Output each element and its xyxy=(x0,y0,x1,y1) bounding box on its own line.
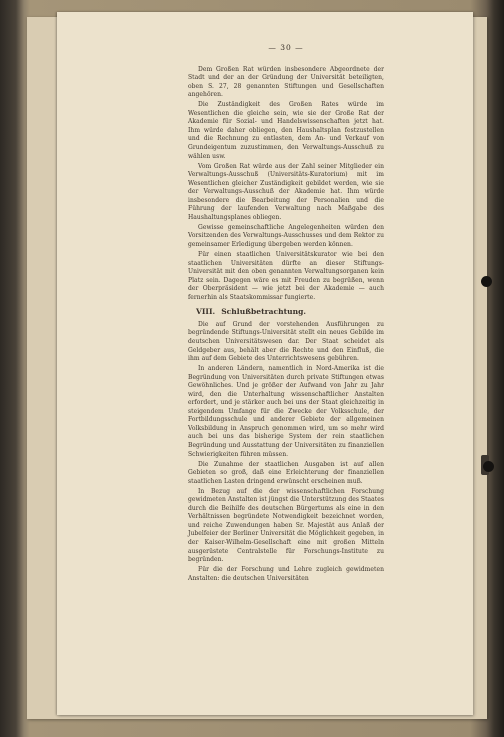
section-heading xyxy=(188,308,384,317)
paragraph: In anderen Ländern, namentlich in Nord-Amerika ist die Begründung von Universitäten durch private Stiftungen etwas Gewöhnliches. Und je größer der Aufwand von Jahr zu Jahr wird, den die Unterhaltung wissenschaftlicher Anstalten erfordert, und je stärker auch bei uns der Staat gleichzeitig in steigendem Umfange für die Zwecke der Volksschule, der Fortbildungsschule und anderer Gebiete der allgemeinen Volksbildung in Anspruch genommen wird, um so mehr wird auch bei uns das bisherige System der rein staatlichen Begründung und Ausstattung der Universitäten zu finanziellen Schwierigkeiten führen müssen. xyxy=(188,365,384,458)
section-title: Schlußbetrachtung. xyxy=(221,307,307,317)
paragraph: Gewisse gemeinschaftliche Angelegenheiten würden den Vorsitzenden des Verwaltungs-Ausschusses und dem Rektor zu gemeinsamer Erledigung übergeben werden können. xyxy=(188,223,384,248)
paragraph: In Bezug auf die der wissenschaftlichen Forschung gewidmeten Anstalten ist jüngst die Unterstützung des Staates durch die Beihilfe des deutschen Bürgertums als eine in den Verhältnissen begründete Notwendigkeit bezeichnet worden, und reiche Zuwendungen haben Sr. Majestät aus Anlaß der Jubelfeier der Berliner Universität die Möglichkeit gegeben, in der Kaiser-Wilhelm-Gesellschaft eine mit großen Mitteln ausgerüstete Centralstelle für Forschungs-Institute zu begründen. xyxy=(188,487,384,564)
text-column xyxy=(188,44,384,585)
page-number: — 30 — xyxy=(268,43,304,52)
punch-hole-bottom xyxy=(483,461,494,472)
paragraph: Für einen staatlichen Universitätskurator wie bei den staatlichen Universitäten dürfte an dieser Stiftungs-Universität mit den oben genannten Verwaltungsorganen kein Platz sein. Dagegen wäre es mit Freuden zu begrüßen, wenn der Oberpräsident — wie jetzt bei der Akademie — auch fernerhin als Staatskommissar fungierte. xyxy=(188,251,384,301)
paragraph: Vom Großen Rat würde aus der Zahl seiner Mitglieder ein Verwaltungs-Ausschuß (Universitäts-Kuratorium) mit im Wesentlichen gleicher Zuständigkeit gebildet werden, wie sie der Verwaltungs-Ausschuß der Akademie hat. Ihm würde insbesondere die Bearbeitung der Personalien und die Führung der laufenden Verwaltung nach Maßgabe des Haushaltungsplanes obliegen. xyxy=(188,162,384,221)
punch-hole-top xyxy=(481,276,492,287)
paragraph: Dem Großen Rat würden insbesondere Abgeordnete der Stadt und der an der Gründung der Universität beteiligten, oben S. 27, 28 genannten Stiftungen und Gesellschaften angehören. xyxy=(188,65,384,99)
paragraph: Für die der Forschung und Lehre zugleich gewidmeten Anstalten: die deutschen Universitäten xyxy=(188,566,384,582)
section-number: VIII. xyxy=(196,307,216,317)
paragraph: Die Zunahme der staatlichen Ausgaben ist auf allen Gebieten so groß, daß eine Erleichterung der finanziellen staatlichen Lasten dringend erwünscht erscheinen muß. xyxy=(188,460,384,485)
paragraph: Die auf Grund der vorstehenden Ausführungen zu begründende Stiftungs-Universität stellt ein neues Gebilde im deutschen Universitätswesen dar. Der Staat scheidet als Geldgeber aus, behält aber die Rechte und den Einfluß, die ihm auf dem Gebiete des Unterrichtswesens gebühren. xyxy=(188,320,384,363)
paragraph: Die Zuständigkeit des Großen Rates würde im Wesentlichen die gleiche sein, wie sie der Große Rat der Akademie für Sozial- und Handelswissenschaften jetzt hat. Ihm würde daher obliegen, den Haushaltsplan festzustellen und die Rechnung zu entlasten, dem An- und Verkauf von Grundeigentum zuzustimmen, den Verwaltungs-Ausschuß zu wählen usw. xyxy=(188,101,384,160)
